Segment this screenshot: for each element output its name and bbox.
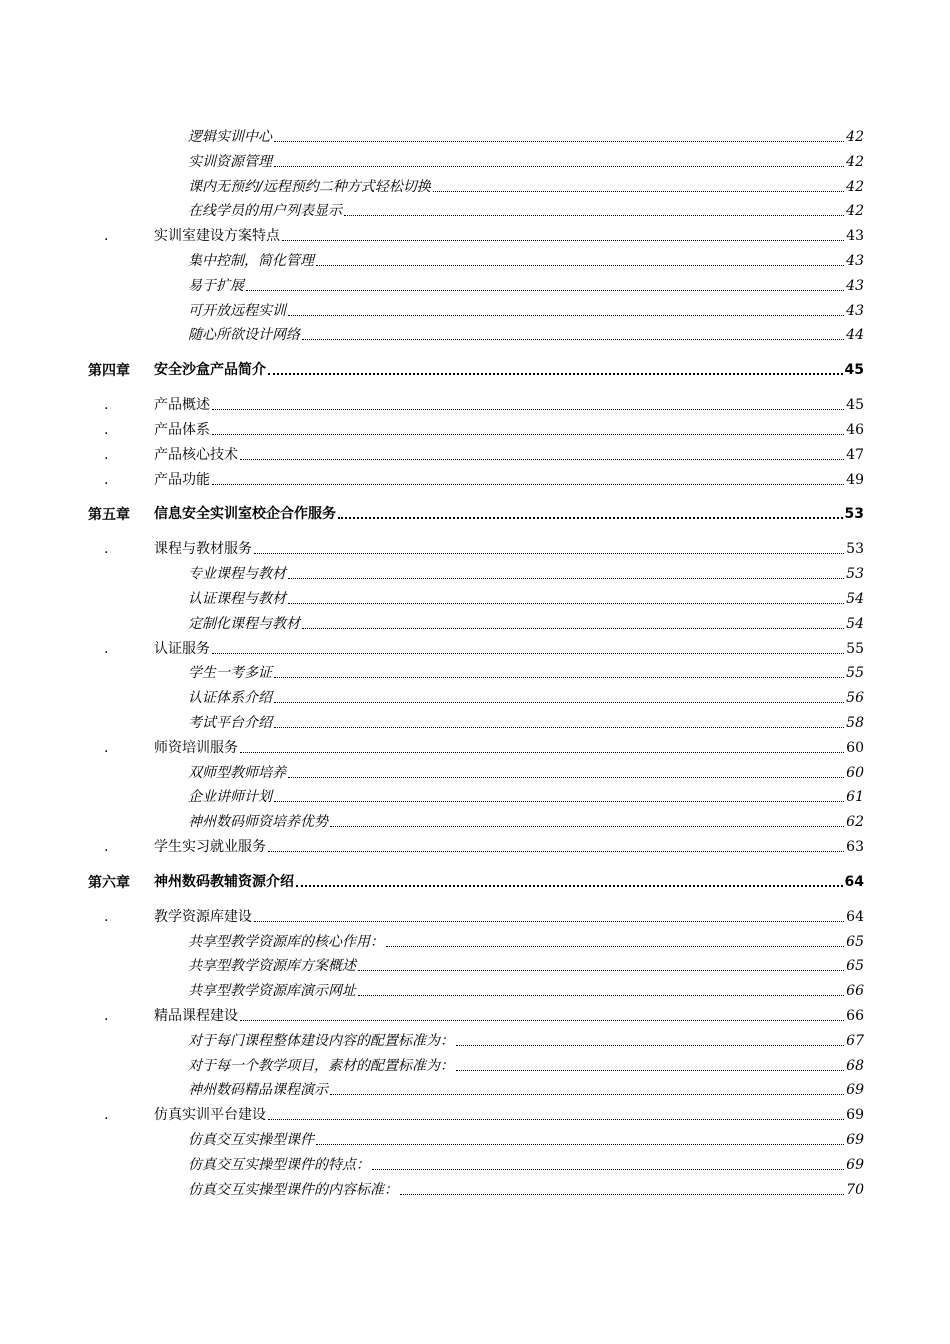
section-number: . <box>104 397 109 414</box>
toc-line <box>188 786 864 808</box>
toc-entry[interactable] <box>0 836 950 858</box>
toc-entry[interactable] <box>0 906 950 928</box>
toc-entry[interactable] <box>0 1154 950 1176</box>
toc-page-number: 66 <box>846 983 864 1000</box>
dot-leader <box>240 752 844 753</box>
toc-page-number: 46 <box>846 422 864 438</box>
toc-entry[interactable] <box>0 1079 950 1101</box>
dot-leader <box>358 995 844 996</box>
toc-entry[interactable] <box>0 638 950 660</box>
dot-leader <box>330 1094 844 1095</box>
toc-line <box>154 638 864 660</box>
toc-page-number: 42 <box>846 129 864 145</box>
section-number: . <box>104 1008 109 1024</box>
toc-title: 产品概述 <box>154 397 210 414</box>
section-number: . <box>104 739 109 756</box>
section-number: . <box>104 640 109 657</box>
toc-title: 神州数码师资培养优势 <box>188 814 328 831</box>
toc-entry[interactable] <box>0 250 950 272</box>
toc-page-number: 43 <box>846 277 864 294</box>
toc-line <box>154 1104 864 1126</box>
toc-chapter-entry[interactable] <box>0 871 950 893</box>
toc-title: 定制化课程与教材 <box>188 615 300 632</box>
toc-entry[interactable] <box>0 563 950 585</box>
section-number: . <box>104 228 109 245</box>
toc-page-number: 43 <box>846 228 864 245</box>
toc-line <box>188 1030 864 1052</box>
dot-leader <box>274 702 844 703</box>
toc-entry[interactable] <box>0 444 950 466</box>
toc-title: 实训资源管理 <box>188 153 272 170</box>
toc-chapter-entry[interactable] <box>0 503 950 525</box>
toc-line <box>188 1154 864 1176</box>
toc-title: 安全沙盒产品简介 <box>154 362 266 379</box>
toc-entry[interactable] <box>0 1129 950 1151</box>
dot-leader <box>274 677 844 678</box>
toc-title: 对于每门课程整体建设内容的配置标准为： <box>188 1032 454 1049</box>
toc-entry[interactable] <box>0 1005 950 1027</box>
toc-line <box>188 275 864 297</box>
dot-leader <box>274 727 844 728</box>
toc-entry[interactable] <box>0 588 950 610</box>
toc-title: 产品体系 <box>154 422 210 438</box>
toc-title: 仿真实训平台建设 <box>154 1107 266 1124</box>
dot-leader <box>288 777 844 778</box>
toc-page-number: 69 <box>846 1156 864 1173</box>
section-number: . <box>104 908 109 925</box>
chapter-number: 第六章 <box>88 874 130 891</box>
dot-leader <box>288 603 844 604</box>
toc-page-number: 54 <box>846 591 864 607</box>
toc-page-number: 64 <box>846 908 864 925</box>
toc-page-number: 60 <box>846 739 864 756</box>
dot-leader <box>212 409 844 410</box>
toc-line <box>188 1179 864 1201</box>
toc-entry[interactable] <box>0 687 950 709</box>
toc-entry[interactable] <box>0 762 950 784</box>
toc-entry[interactable] <box>0 176 950 198</box>
toc-page-number: 54 <box>846 615 864 632</box>
dot-leader <box>386 946 844 947</box>
dot-leader <box>268 1119 844 1120</box>
toc-page-number: 43 <box>846 253 864 269</box>
toc-page-number: 65 <box>846 958 864 975</box>
toc-entry[interactable] <box>0 200 950 222</box>
toc-entry[interactable] <box>0 225 950 247</box>
toc-title: 仿真交互实操型课件的特点： <box>188 1156 370 1173</box>
toc-page-number: 43 <box>846 302 864 319</box>
toc-line <box>188 687 864 709</box>
dot-leader <box>254 553 844 554</box>
toc-title: 随心所欲设计网络 <box>188 327 300 344</box>
toc-title: 课程与教材服务 <box>154 541 252 558</box>
dot-leader <box>456 1045 844 1046</box>
toc-page-number: 69 <box>846 1082 864 1099</box>
toc-page-number: 42 <box>846 203 864 220</box>
toc-page-number: 68 <box>846 1057 864 1074</box>
toc-line <box>188 980 864 1002</box>
dot-leader <box>240 1020 844 1021</box>
toc-title: 集中控制，简化管理 <box>188 253 314 269</box>
dot-leader <box>212 434 844 435</box>
toc-title: 仿真交互实操型课件 <box>188 1132 314 1148</box>
toc-line <box>188 588 864 610</box>
toc-line <box>154 359 864 381</box>
toc-page-number: 44 <box>846 327 864 344</box>
toc-page-number: 53 <box>844 506 864 523</box>
section-number: . <box>104 471 109 488</box>
dot-leader <box>302 339 844 340</box>
toc-entry[interactable] <box>0 662 950 684</box>
toc-page-number: 69 <box>846 1107 864 1124</box>
toc-entry[interactable] <box>0 419 950 441</box>
toc-line <box>188 300 864 322</box>
toc-title: 专业课程与教材 <box>188 566 286 583</box>
toc-title: 逻辑实训中心 <box>188 129 272 145</box>
dot-leader <box>268 851 844 852</box>
toc-title: 课内无预约/远程预约二种方式轻松切换 <box>188 178 431 195</box>
toc-page-number: 60 <box>846 764 864 781</box>
toc-line <box>188 1129 864 1151</box>
toc-title: 学生一考多证 <box>188 665 272 682</box>
toc-line <box>188 811 864 833</box>
toc-title: 神州数码教辅资源介绍 <box>154 873 294 890</box>
toc-page-number: 63 <box>846 839 864 855</box>
dot-leader <box>254 921 844 922</box>
dot-leader <box>296 885 843 887</box>
toc-entry[interactable] <box>0 126 950 148</box>
toc-page-number: 42 <box>846 153 864 170</box>
toc-line <box>154 394 864 416</box>
toc-page-number: 64 <box>844 873 864 890</box>
toc-line <box>154 225 864 247</box>
dot-leader <box>212 653 844 654</box>
toc-title: 仿真交互实操型课件的内容标准： <box>188 1181 398 1198</box>
toc-entry[interactable] <box>0 300 950 322</box>
section-number: . <box>104 1107 109 1124</box>
section-number: . <box>104 541 109 558</box>
toc-page-number: 53 <box>846 566 864 583</box>
toc-title: 共享型教学资源库方案概述 <box>188 958 356 975</box>
toc-page-number: 45 <box>844 362 864 379</box>
toc-title: 企业讲师计划 <box>188 789 272 806</box>
toc-title: 考试平台介绍 <box>188 715 272 731</box>
dot-leader <box>240 459 844 460</box>
dot-leader <box>288 315 844 316</box>
dot-leader <box>400 1194 844 1195</box>
toc-page-number: 65 <box>846 933 864 950</box>
toc-title: 精品课程建设 <box>154 1008 238 1024</box>
toc-line <box>188 931 864 953</box>
toc-entry[interactable] <box>0 469 950 491</box>
toc-line <box>154 469 864 491</box>
dot-leader <box>274 801 844 802</box>
toc-page-number: 70 <box>846 1181 864 1198</box>
toc-line <box>154 906 864 928</box>
toc-entry[interactable] <box>0 1055 950 1077</box>
toc-title: 认证服务 <box>154 640 210 657</box>
toc-line <box>154 538 864 560</box>
toc-page-number: 55 <box>846 640 864 657</box>
toc-entry[interactable] <box>0 613 950 635</box>
toc-entry[interactable] <box>0 980 950 1002</box>
toc-line <box>188 176 864 198</box>
dot-leader <box>274 166 844 167</box>
toc-title: 认证课程与教材 <box>188 591 286 607</box>
toc-page-number: 69 <box>846 1132 864 1148</box>
toc-entry[interactable] <box>0 324 950 346</box>
dot-leader <box>372 1169 844 1170</box>
chapter-number: 第四章 <box>88 363 130 380</box>
toc-page-number: 42 <box>846 178 864 195</box>
dot-leader <box>212 484 844 485</box>
toc-title: 产品核心技术 <box>154 446 238 463</box>
toc-title: 实训室建设方案特点 <box>154 228 280 245</box>
toc-page-number: 56 <box>846 690 864 707</box>
toc-line <box>154 444 864 466</box>
toc-line <box>154 871 864 893</box>
dot-leader <box>456 1070 844 1071</box>
toc-entry[interactable] <box>0 955 950 977</box>
toc-line <box>188 662 864 684</box>
dot-leader <box>282 240 844 241</box>
toc-title: 信息安全实训室校企合作服务 <box>154 506 336 523</box>
toc-entry[interactable] <box>0 737 950 759</box>
toc-line <box>154 1005 864 1027</box>
toc-title: 产品功能 <box>154 471 210 488</box>
dot-leader <box>246 290 844 291</box>
toc-line <box>188 955 864 977</box>
toc-title: 共享型教学资源库的核心作用： <box>188 933 384 950</box>
toc-title: 共享型教学资源库演示网址 <box>188 983 356 1000</box>
toc-line <box>188 712 864 734</box>
dot-leader <box>358 970 844 971</box>
toc-page-number: 47 <box>846 446 864 463</box>
toc-line <box>188 126 864 148</box>
toc-line <box>188 250 864 272</box>
toc-entry[interactable] <box>0 786 950 808</box>
dot-leader <box>274 141 844 142</box>
toc-title: 在线学员的用户列表显示 <box>188 203 342 220</box>
toc-entry[interactable] <box>0 931 950 953</box>
toc-page-number: 67 <box>846 1032 864 1049</box>
toc-entry[interactable] <box>0 712 950 734</box>
chapter-number: 第五章 <box>88 507 130 524</box>
toc-title: 双师型教师培养 <box>188 764 286 781</box>
toc-entry[interactable] <box>0 275 950 297</box>
toc-chapter-entry[interactable] <box>0 359 950 381</box>
toc-page-number: 62 <box>846 814 864 831</box>
dot-leader <box>433 191 844 192</box>
section-number: . <box>104 422 109 438</box>
toc-page-number: 49 <box>846 471 864 488</box>
dot-leader <box>316 265 844 266</box>
section-number: . <box>104 446 109 463</box>
toc-entry[interactable] <box>0 1104 950 1126</box>
toc-title: 对于每一个教学项目，素材的配置标准为： <box>188 1057 454 1074</box>
toc-line <box>188 324 864 346</box>
toc-title: 易于扩展 <box>188 277 244 294</box>
toc-line <box>188 1055 864 1077</box>
toc-page-number: 66 <box>846 1008 864 1024</box>
dot-leader <box>268 373 843 375</box>
toc-page-number: 45 <box>846 397 864 414</box>
toc-line <box>154 419 864 441</box>
toc-line <box>188 613 864 635</box>
toc-line <box>188 200 864 222</box>
toc-title: 学生实习就业服务 <box>154 839 266 855</box>
section-number: . <box>104 839 109 855</box>
toc-entry[interactable] <box>0 1179 950 1201</box>
dot-leader <box>338 517 843 519</box>
toc-title: 教学资源库建设 <box>154 908 252 925</box>
toc-page-number: 61 <box>846 789 864 806</box>
toc-title: 认证体系介绍 <box>188 690 272 707</box>
toc-line <box>154 503 864 525</box>
toc-entry[interactable] <box>0 811 950 833</box>
toc-entry[interactable] <box>0 151 950 173</box>
toc-entry[interactable] <box>0 394 950 416</box>
toc-entry[interactable] <box>0 1030 950 1052</box>
dot-leader <box>330 826 844 827</box>
dot-leader <box>302 628 844 629</box>
dot-leader <box>288 578 844 579</box>
toc-line <box>154 836 864 858</box>
toc-line <box>154 737 864 759</box>
toc-page-number: 53 <box>846 541 864 558</box>
toc-line <box>188 151 864 173</box>
toc-page-number: 58 <box>846 715 864 731</box>
toc-page-number: 55 <box>846 665 864 682</box>
toc-line <box>188 762 864 784</box>
toc-title: 师资培训服务 <box>154 739 238 756</box>
toc-line <box>188 563 864 585</box>
toc-title: 可开放远程实训 <box>188 302 286 319</box>
toc-title: 神州数码精品课程演示 <box>188 1082 328 1099</box>
toc-line <box>188 1079 864 1101</box>
dot-leader <box>344 215 844 216</box>
toc-entry[interactable] <box>0 538 950 560</box>
dot-leader <box>316 1144 844 1145</box>
